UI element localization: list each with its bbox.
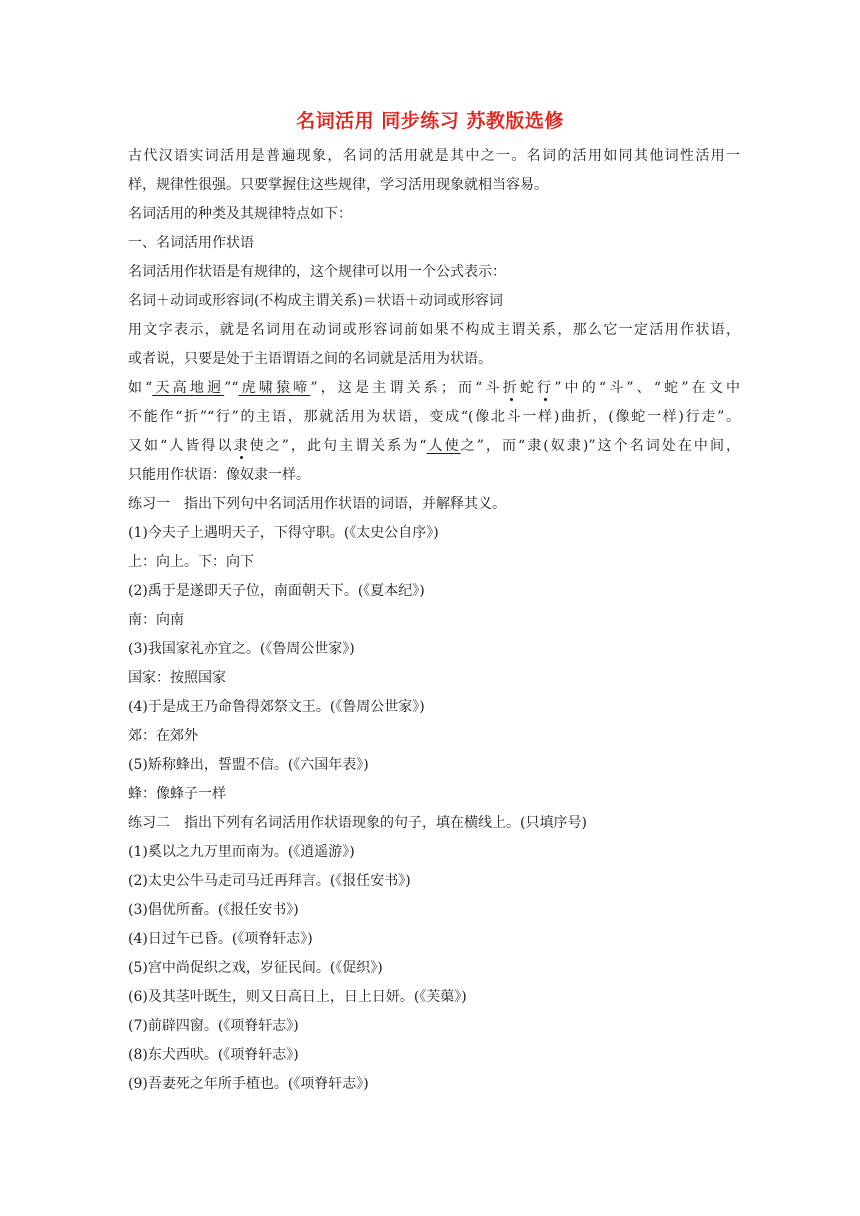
document-body [128,142,740,1099]
exercise-1-question: (4)于是成王乃命鲁得郊祭文王。(《鲁周公世家》) [128,699,425,715]
example-text: 之”，而“隶(奴隶)”这个名词处在中间， [460,438,740,454]
exercise-1-answer: 郊：在郊外 [128,728,198,744]
exercise-2-item: (5)宫中尚促织之戏，岁征民间。(《促织》) [128,960,383,976]
example-line-2: 不能作“折”“行”的主语，那就活用为状语，变成“(像北斗一样)曲折，(像蛇一样)行走”。 [128,409,740,425]
exercise-2-item: (3)倡优所畜。(《报任安书》) [128,902,299,918]
emphasis-dot-word: 隶 [233,438,250,454]
example-text: ”中的“斗”、“蛇”在文中 [554,380,741,396]
underlined-phrase: 使 [444,438,461,454]
exercise-2-item: (4)日过午已昏。(《项脊轩志》) [128,931,313,947]
example-text: 使之”，此句主谓关系为“ [249,438,427,454]
exercise-1-answer: 国家：按照国家 [128,670,226,686]
exercise-1-heading: 练习一 指出下列句中名词活用作状语的词语，并解释其义。 [128,496,506,512]
exercise-2-item: (6)及其茎叶既生，则又日高日上，日上日妍。(《芙蕖》) [128,989,467,1005]
exercise-2-item: (1)奚以之九万里而南为。(《逍遥游》) [128,844,355,860]
example-text: 蛇 [519,380,538,396]
intro-line-3: 名词活用的种类及其规律特点如下： [128,206,352,222]
example-text: 斗 [482,380,503,396]
exercise-1-answer: 南：向南 [128,612,184,628]
exercise-2-item: (7)前辟四窗。(《项脊轩志》) [128,1018,299,1034]
exercise-1-question: (2)禹于是遂即天子位，南面朝天下。(《夏本纪》) [128,583,425,599]
emphasis-dot-word: 折 [502,380,520,396]
underlined-phrase: 人 [426,438,445,454]
emphasis-dot-word: 行 [537,380,555,396]
example-line-4: 只能用作状语：像奴隶一样。 [128,467,310,483]
formula-line: 名词＋动词或形容词(不构成主谓关系)＝状语＋动词或形容词 [128,293,503,309]
underlined-phrase: 天高地迥 [152,380,225,396]
exercise-1-question: (1)今夫子上遇明天子，下得守职。(《太史公自序》) [128,525,439,541]
example-text: 又如“人皆得以 [128,438,234,454]
explanation-line-2: 或者说，只要是处于主语谓语之间的名词就是活用为状语。 [128,351,492,367]
exercise-2-heading: 练习二 指出下列有名词活用作状语现象的句子，填在横线上。(只填序号) [128,815,587,831]
section-1-paragraph: 名词活用作状语是有规律的，这个规律可以用一个公式表示： [128,264,506,280]
exercise-1-question: (3)我国家礼亦宜之。(《鲁周公世家》) [128,641,355,657]
explanation-line-1: 用文字表示，就是名词用在动词或形容词前如果不构成主谓关系，那么它一定活用作状语， [128,322,740,338]
example-text: ”，这是主谓关系；而“ [310,380,483,396]
exercise-1-question: (5)矫称蜂出，誓盟不信。(《六国年表》) [128,757,369,773]
example-text: 如“ [128,380,153,396]
example-text: ”“ [224,380,239,396]
intro-line-2: 样，规律性很强。只要掌握住这些规律，学习活用现象就相当容易。 [128,177,548,193]
intro-line-1: 古代汉语实词活用是普遍现象，名词的活用就是其中之一。名词的活用如同其他词性活用一 [128,148,740,164]
example-line-3 [128,432,740,461]
exercise-2-item: (8)东犬西吠。(《项脊轩志》) [128,1047,299,1063]
section-1-heading: 一、名词活用作状语 [128,235,254,251]
exercise-2-item: (2)太史公牛马走司马迁再拜言。(《报任安书》) [128,873,411,889]
exercise-1-answer: 蜂：像蜂子一样 [128,786,226,802]
document-title: 名词活用 同步练习 苏教版选修 [296,110,564,132]
underlined-phrase: 虎啸猿啼 [238,380,311,396]
exercise-2-item: (9)吾妻死之年所手植也。(《项脊轩志》) [128,1076,369,1092]
example-line-1 [128,374,740,403]
exercise-1-answer: 上：向上。下：向下 [128,554,254,570]
